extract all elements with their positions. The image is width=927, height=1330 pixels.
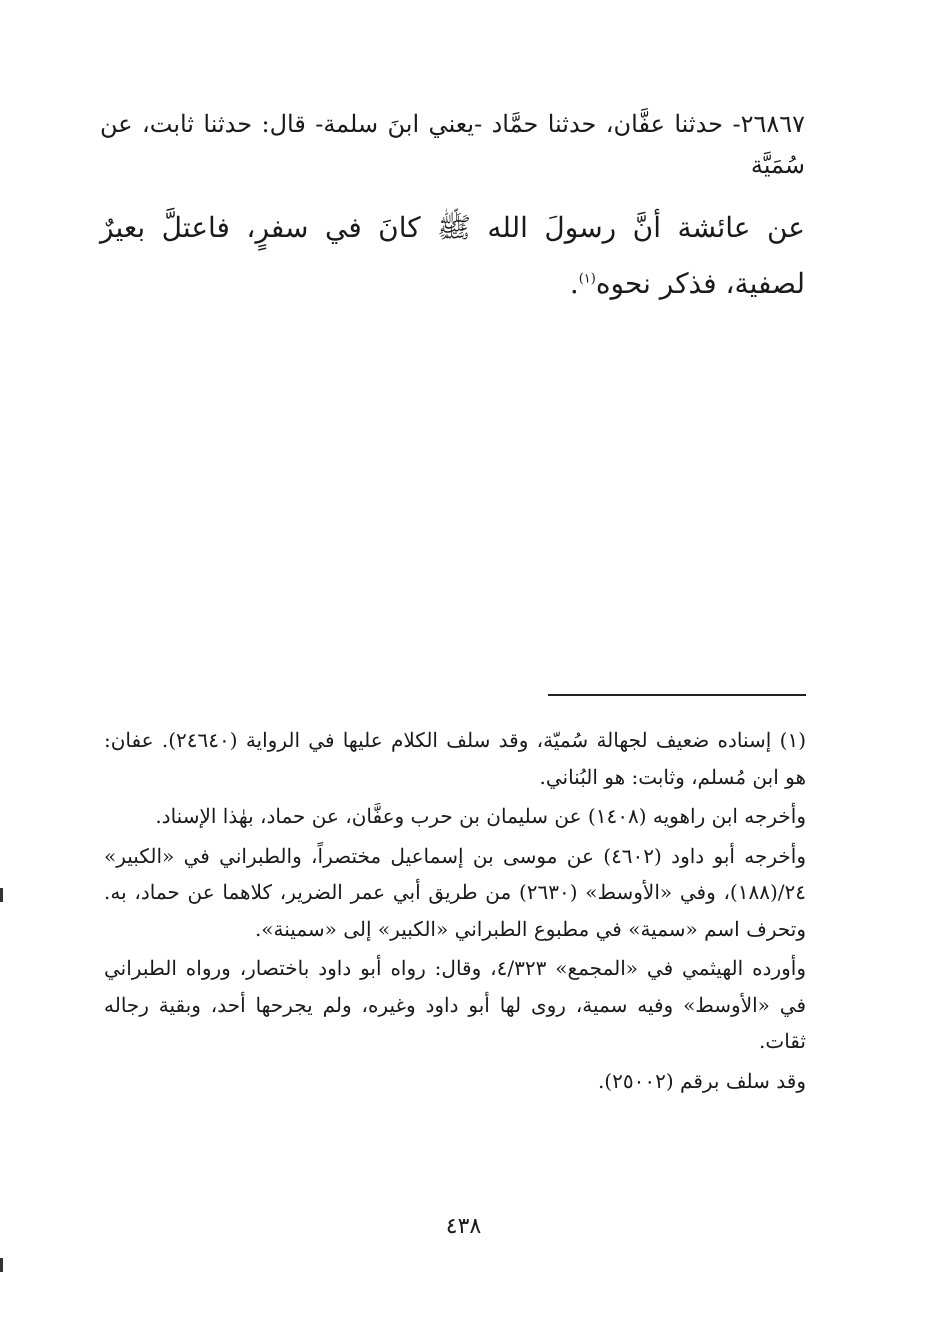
footnote-paragraph-3: وأخرجه أبو داود (٤٦٠٢) عن موسى بن إسماعيل مختصراً، والطبراني في «الكبير» ٢٤/(١٨٨)، وفي «الأوسط» (٢٦٣٠) من طريق أبي عمر الضرير، كلاهما عن حماد، به. وتحرف اسم «سمية» في مطبوع الطبراني «الكبير» إلى «سمينة». [104, 843, 806, 941]
footnote-paragraph-4: وأورده الهيثمي في «المجمع» ٤/٣٢٣، وقال: رواه أبو داود باختصار، ورواه الطبراني في «الأوسط» وفيه سمية، روى لها أبو داود وغيره، ولم يجرحها أحد، وبقية رجاله ثقات. [104, 956, 806, 1053]
footnotes [104, 722, 806, 1102]
hadith-matn-end: . [569, 267, 579, 300]
footnote-paragraph-5: وقد سلف برقم (٢٥٠٠٢). [597, 1068, 806, 1093]
footnote-paragraph-2: وأخرجه ابن راهويه (١٤٠٨) عن سليمان بن حرب وعفَّان، عن حماد، بهٰذا الإسناد. [155, 804, 806, 828]
footnote-reference: (١) [578, 271, 596, 287]
footnote-paragraph-1: (١) إسناده ضعيف لجهالة سُميّة، وقد سلف الكلام عليها في الرواية (٢٤٦٤٠). عفان: هو ابن مُسلم، وثابت: هو البُناني. [104, 728, 806, 789]
hadith-matn [100, 200, 805, 312]
scan-edge-mark [0, 888, 3, 902]
hadith-matn-text: عن عائشة أنَّ رسولَ الله ﷺ كانَ في سفرٍ، فاعتلَّ بعيرٌ لصفية، فذكر نحوه [100, 211, 805, 300]
hadith-isnad: ٢٦٨٦٧- حدثنا عفَّان، حدثنا حمَّاد -يعني ابنَ سلمة- قال: حدثنا ثابت، عن سُمَيَّة [100, 110, 806, 179]
scan-edge-mark [0, 1258, 3, 1272]
footnote-separator [548, 694, 806, 696]
page-number: ٤٣٨ [445, 1214, 482, 1239]
